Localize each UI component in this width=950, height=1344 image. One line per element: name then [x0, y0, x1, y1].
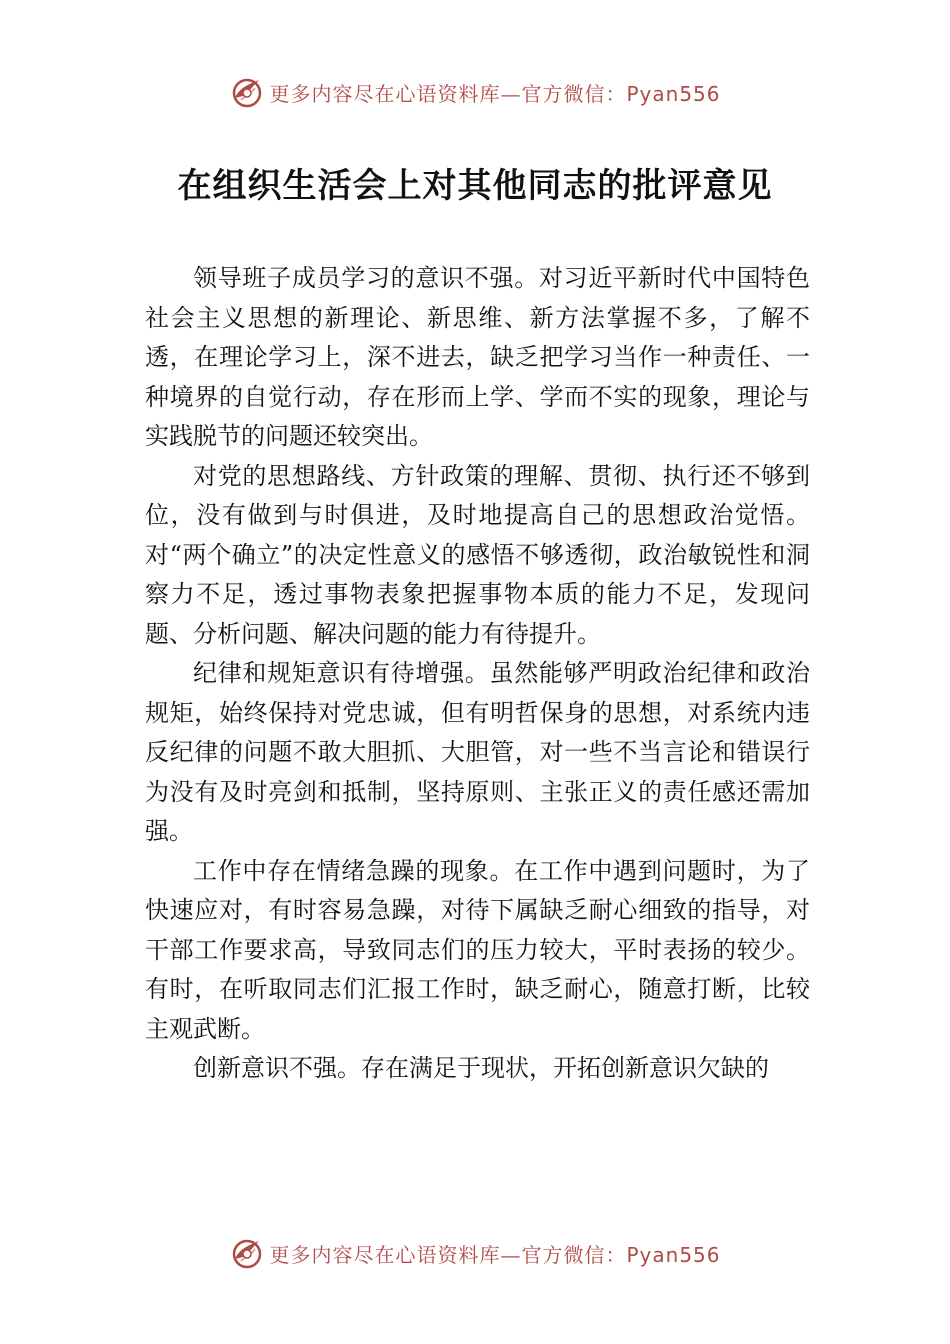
paragraph: 创新意识不强。存在满足于现状，开拓创新意识欠缺的 — [193, 1054, 769, 1082]
flame-swirl-logo-icon — [229, 1235, 265, 1271]
flame-swirl-logo-icon — [229, 74, 265, 110]
banner-wechat-label: 官方微信： — [521, 81, 627, 106]
footer-banner-text — [269, 1239, 720, 1268]
banner-wechat-id: Pyan556 — [626, 81, 721, 106]
paragraph: 领导班子成员学习的意识不强。对习近平新时代中国特色社会主义思想的新理论、新思维、新方法掌握不多，了解不透，在理论学习上，深不进去，缺乏把学习当作一种责任、一种境界的自觉行动，存在形而上学、学而不实的现象，理论与实践脱节的问题还较突出。 — [145, 264, 810, 450]
header-banner-text — [269, 78, 720, 107]
banner-dash: — — [500, 81, 522, 106]
footer-banner — [0, 1233, 950, 1273]
banner-wechat-id: Pyan556 — [626, 1242, 721, 1267]
banner-dash: — — [500, 1242, 522, 1267]
banner-site-text: 更多内容尽在心语资料库 — [269, 81, 501, 106]
header-banner — [0, 72, 950, 112]
banner-wechat-label: 官方微信： — [521, 1242, 627, 1267]
paragraph: 工作中存在情绪急躁的现象。在工作中遇到问题时，为了快速应对，有时容易急躁，对待下属缺乏耐心细致的指导，对干部工作要求高，导致同志们的压力较大，平时表扬的较少。有时，在听取同志们汇报工作时，缺乏耐心，随意打断，比较主观武断。 — [145, 856, 810, 1043]
paragraph: 对党的思想路线、方针政策的理解、贯彻、执行还不够到位，没有做到与时俱进，及时地提高自己的思想政治觉悟。对“两个确立”的决定性意义的感悟不够透彻，政治敏锐性和洞察力不足，透过事物表象把握事物本质的能力不足，发现问题、分析问题、解决问题的能力有待提升。 — [145, 461, 810, 648]
paragraph: 纪律和规矩意识有待增强。虽然能够严明政治纪律和政治规矩，始终保持对党忠诚，但有明哲保身的思想，对系统内违反纪律的问题不敢大胆抓、大胆管，对一些不当言论和错误行为没有及时亮剑和抵制，坚持原则、主张正义的责任感还需加强。 — [145, 659, 810, 845]
banner-site-text: 更多内容尽在心语资料库 — [269, 1242, 501, 1267]
document-body — [145, 259, 810, 1089]
document-title: 在组织生活会上对其他同志的批评意见 — [177, 166, 773, 206]
